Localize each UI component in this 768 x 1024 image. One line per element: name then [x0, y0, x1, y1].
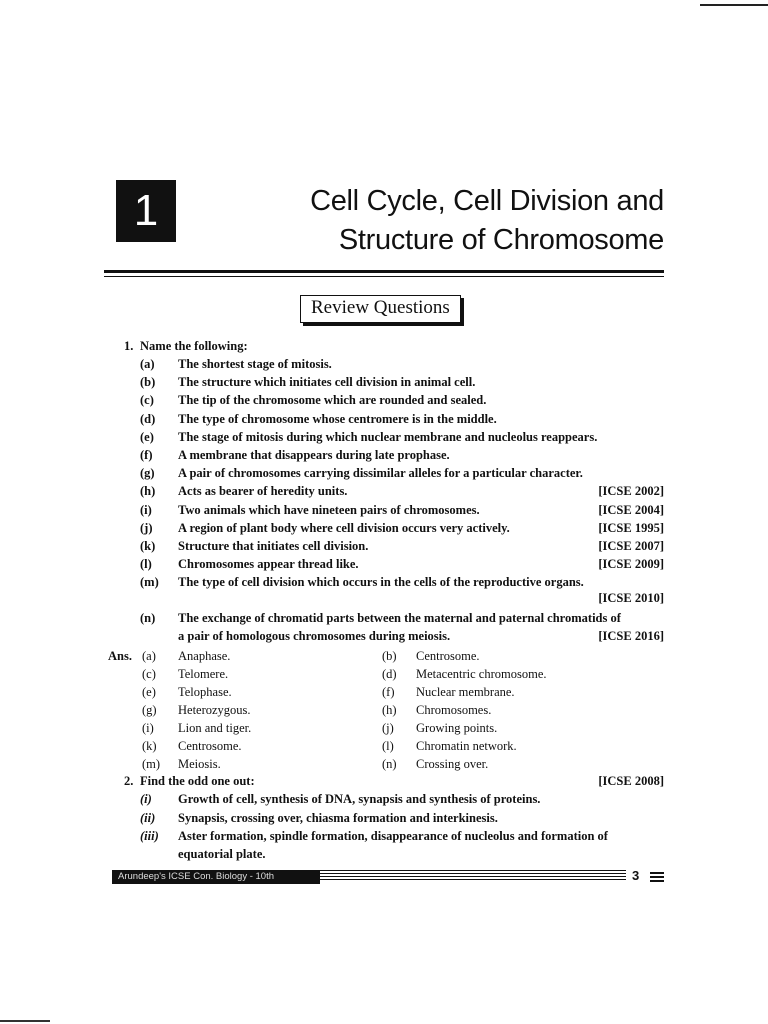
answer-text: Growing points.	[416, 721, 498, 735]
answer-lead: Ans.	[108, 649, 132, 663]
item-label: (ii)	[140, 810, 156, 825]
exam-reference: [ICSE 2008]	[598, 774, 664, 788]
page-number-bars	[650, 872, 664, 884]
answer-text: Nuclear membrane.	[416, 685, 515, 699]
item-label: (m)	[140, 575, 159, 590]
answer-text: Metacentric chromosome.	[416, 667, 547, 681]
item-text: The type of cell division which occurs in the cells of the reproductive organs.	[178, 575, 584, 590]
question-item	[108, 609, 668, 627]
question-text: Name the following:	[140, 339, 248, 353]
item-text: Synapsis, crossing over, chiasma formation and interkinesis.	[178, 810, 498, 825]
answer-text: Chromatin network.	[416, 739, 517, 753]
question-item	[108, 428, 668, 446]
exam-reference: [ICSE 2016]	[598, 629, 664, 643]
question-number: 1.	[124, 339, 134, 353]
question-item-ref-line	[108, 589, 668, 607]
item-text: The exchange of chromatid parts between the maternal and paternal chromatids of	[178, 611, 621, 625]
answer-row	[108, 755, 668, 773]
answer-text: Centrosome.	[416, 649, 480, 663]
item-label: (i)	[140, 792, 152, 806]
exam-reference: [ICSE 2009]	[598, 557, 664, 572]
answer-text: Lion and tiger.	[178, 721, 252, 735]
answer-row	[108, 701, 668, 719]
question-item	[108, 410, 668, 428]
answer-row	[108, 737, 668, 755]
question-text: Find the odd one out:	[140, 774, 255, 788]
item-label: (g)	[140, 466, 155, 481]
answer-text: Anaphase.	[178, 649, 231, 663]
item-text: equatorial plate.	[178, 847, 266, 861]
exam-reference: [ICSE 2007]	[598, 539, 664, 553]
item-label: (h)	[140, 484, 156, 499]
item-text: a pair of homologous chromosomes during meiosis.	[178, 629, 451, 643]
item-label: (k)	[140, 539, 156, 553]
question-item	[108, 391, 668, 409]
question-heading	[108, 772, 668, 790]
item-text: Growth of cell, synthesis of DNA, synapsis and synthesis of proteins.	[178, 792, 541, 806]
question-item-continued	[108, 627, 668, 645]
item-label: (l)	[140, 557, 152, 572]
item-text: Aster formation, spindle formation, disappearance of nucleolus and formation of	[178, 829, 608, 843]
item-text: A membrane that disappears during late prophase.	[178, 448, 450, 462]
question-item-continued	[108, 845, 668, 863]
answer-text: Crossing over.	[416, 757, 489, 771]
item-label: (f)	[140, 448, 153, 462]
answer-label: (d)	[382, 667, 397, 681]
title-divider-thin	[104, 276, 664, 277]
footer-book-title: Arundeep's ICSE Con. Biology - 10th	[112, 870, 320, 884]
item-text: The shortest stage of mitosis.	[178, 357, 332, 371]
question-item	[108, 537, 668, 555]
item-text: A pair of chromosomes carrying dissimilar alleles for a particular character.	[178, 466, 583, 481]
answer-label: (l)	[382, 739, 394, 753]
question-item	[108, 555, 668, 573]
answer-label: (f)	[382, 685, 395, 699]
item-label: (d)	[140, 411, 156, 426]
answer-row	[108, 683, 668, 701]
answer-label: (a)	[142, 649, 156, 663]
title-divider-thick	[104, 270, 664, 273]
scan-edge-line	[0, 1020, 50, 1022]
item-label: (e)	[140, 429, 154, 444]
item-text: The type of chromosome whose centromere is in the middle.	[178, 411, 497, 426]
answer-label: (i)	[142, 721, 154, 735]
section-heading: Review Questions	[300, 295, 461, 323]
item-text: Acts as bearer of heredity units.	[178, 484, 348, 499]
exam-reference: [ICSE 2004]	[598, 502, 664, 517]
item-label: (b)	[140, 375, 156, 390]
question-item	[108, 355, 668, 373]
answer-text: Telophase.	[178, 685, 232, 699]
answer-text: Chromosomes.	[416, 703, 492, 717]
exam-reference: [ICSE 2010]	[598, 591, 664, 605]
answer-label: (k)	[142, 739, 157, 753]
answer-label: (n)	[382, 757, 397, 771]
question-number: 2.	[124, 774, 134, 788]
page-number: 3	[632, 868, 640, 883]
question-item	[108, 519, 668, 537]
item-text: The tip of the chromosome which are rounded and sealed.	[178, 393, 487, 408]
chapter-number-box	[116, 180, 176, 242]
question-item	[108, 809, 668, 827]
question-item	[108, 446, 668, 464]
answer-label: (m)	[142, 757, 161, 771]
question-item	[108, 827, 668, 845]
item-text: Structure that initiates cell division.	[178, 539, 369, 553]
answer-text: Telomere.	[178, 667, 229, 681]
exam-reference: [ICSE 1995]	[598, 520, 664, 535]
item-text: Chromosomes appear thread like.	[178, 557, 359, 572]
exam-reference: [ICSE 2002]	[598, 484, 664, 499]
question-item	[108, 464, 668, 482]
answer-text: Centrosome.	[178, 739, 242, 753]
answer-row	[108, 665, 668, 683]
answer-text: Meiosis.	[178, 757, 221, 771]
chapter-title	[310, 182, 664, 260]
item-text: The structure which initiates cell division in animal cell.	[178, 375, 476, 390]
question-item	[108, 790, 668, 808]
answer-text: Heterozygous.	[178, 703, 251, 717]
page-footer	[112, 868, 668, 888]
chapter-number: 1	[133, 186, 159, 235]
item-label: (a)	[140, 357, 155, 371]
item-text: Two animals which have nineteen pairs of chromosomes.	[178, 502, 480, 517]
item-text: A region of plant body where cell division occurs very actively.	[178, 520, 510, 535]
footer-rule	[320, 870, 626, 884]
item-text: The stage of mitosis during which nuclear membrane and nucleolus reappears.	[178, 429, 598, 444]
answer-row	[108, 719, 668, 737]
answer-label: (g)	[142, 703, 157, 717]
item-label: (i)	[140, 502, 152, 517]
item-label: (j)	[140, 520, 153, 535]
question-item	[108, 482, 668, 500]
answer-label: (j)	[382, 721, 394, 735]
chapter-title-line1: Cell Cycle, Cell Division and	[310, 185, 664, 217]
question-item	[108, 501, 668, 519]
answer-label: (b)	[382, 649, 397, 663]
item-label: (c)	[140, 393, 154, 408]
answer-label: (e)	[142, 685, 156, 699]
question-heading	[108, 337, 668, 355]
scan-edge-line	[700, 4, 768, 6]
answer-row	[108, 647, 668, 665]
item-label: (iii)	[140, 829, 159, 843]
item-label: (n)	[140, 611, 156, 625]
answer-label: (h)	[382, 703, 397, 717]
chapter-title-line2: Structure of Chromosome	[338, 224, 664, 256]
answer-label: (c)	[142, 667, 156, 681]
question-item	[108, 373, 668, 391]
